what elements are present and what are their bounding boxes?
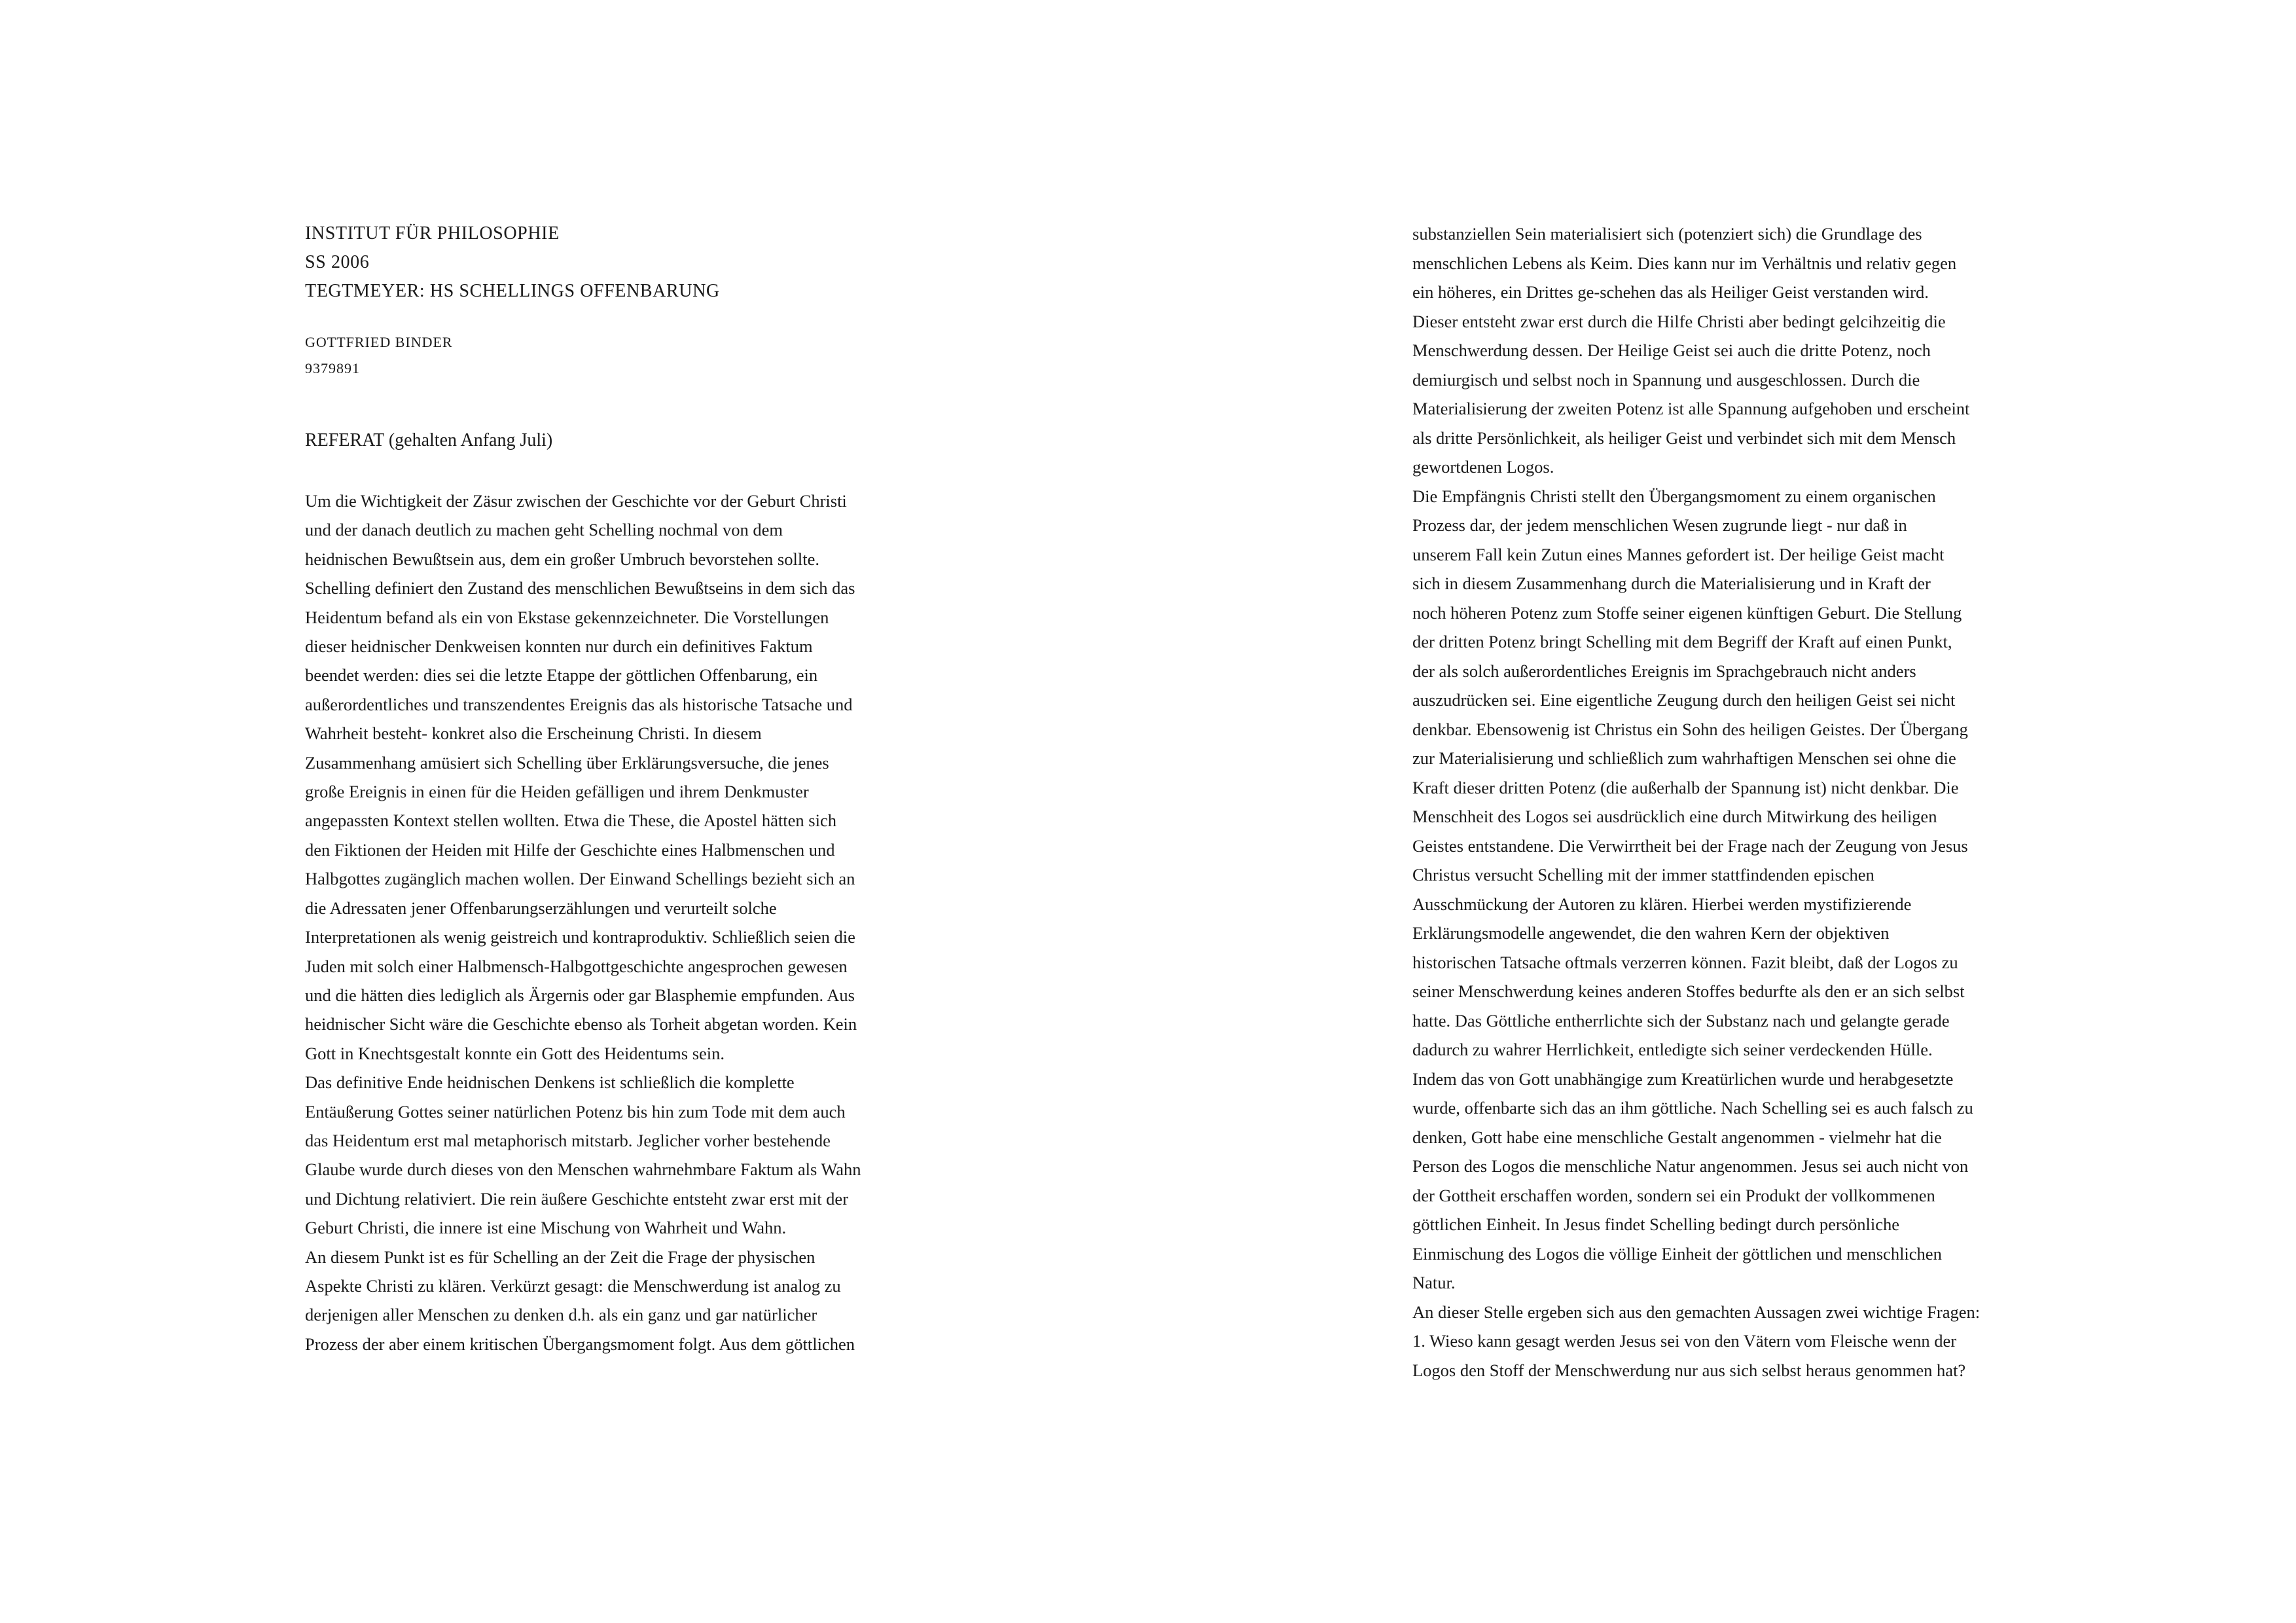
- text-line: derjenigen aller Menschen zu denken d.h. als ein ganz und gar natürlicher: [305, 1305, 817, 1325]
- text-line: hatte. Das Göttliche entherrlichte sich der Substanz nach und gelangte gerade: [1412, 1010, 1950, 1030]
- text-line: Person des Logos die menschliche Natur angenommen. Jesus sei auch nicht von: [1412, 1156, 1969, 1176]
- text-line: Geistes entstandene. Die Verwirrtheit bei der Frage nach der Zeugung von Jesus: [1412, 835, 1968, 856]
- text-line: Christus versucht Schelling mit der immer stattfindenden epischen: [1412, 865, 1874, 884]
- text-line: wurde, offenbarte sich das an ihm göttliche. Nach Schelling sei es auch falsch zu: [1412, 1098, 1973, 1118]
- text-line: Interpretationen als wenig geistreich und kontraproduktiv. Schließlich seien die: [305, 927, 855, 947]
- text-line: göttlichen Einheit. In Jesus findet Schelling bedingt durch persönliche: [1412, 1214, 1900, 1234]
- text-line: denkbar. Ebensowenig ist Christus ein Sohn des heiligen Geistes. Der Übergang: [1412, 719, 1968, 739]
- text-line: 1. Wieso kann gesagt werden Jesus sei von den Vätern vom Fleische wenn der: [1412, 1331, 1957, 1351]
- text-line: substanziellen Sein materialisiert sich (potenziert sich) die Grundlage des: [1412, 224, 1922, 244]
- text-line: sich in diesem Zusammenhang durch die Materialisierung und in Kraft der: [1412, 574, 1931, 593]
- text-line: Halbgottes zugänglich machen wollen. Der Einwand Schellings bezieht sich an: [305, 869, 855, 889]
- text-line: gewortdenen Logos.: [1412, 457, 1554, 477]
- text-line: beendet werden: dies sei die letzte Etappe der göttlichen Offenbarung, ein: [305, 665, 818, 685]
- text-line: Indem das von Gott unabhängige zum Kreatürlichen wurde und herabgesetzte: [1412, 1068, 1954, 1089]
- text-line: als dritte Persönlichkeit, als heiliger Geist und verbindet sich mit dem Mensch: [1412, 428, 1956, 448]
- text-line: Prozess dar, der jedem menschlichen Wesen zugrunde liegt - nur daß in: [1412, 515, 1907, 535]
- text-line: unserem Fall kein Zutun eines Mannes gefordert ist. Der heilige Geist macht: [1412, 544, 1945, 564]
- course-title: TEGTMEYER: HS SCHELLINGS OFFENBARUNG: [305, 281, 720, 301]
- text-line: An dieser Stelle ergeben sich aus den gemachten Aussagen zwei wichtige Fragen:: [1412, 1302, 1981, 1322]
- text-line: und die hätten dies lediglich als Ärgernis oder gar Blasphemie empfunden. Aus: [305, 985, 855, 1005]
- text-line: Geburt Christi, die innere ist eine Mischung von Wahrheit und Wahn.: [305, 1218, 787, 1238]
- text-line: noch höheren Potenz zum Stoffe seiner eigenen künftigen Geburt. Die Stellung: [1412, 602, 1962, 623]
- text-line: das Heidentum erst mal metaphorisch mitstarb. Jeglicher vorher bestehende: [305, 1130, 831, 1150]
- text-line: außerordentliches und transzendentes Ereignis das als historische Tatsache und: [305, 694, 853, 714]
- text-line: den Fiktionen der Heiden mit Hilfe der Geschichte eines Halbmenschen und: [305, 839, 835, 860]
- text-line: Um die Wichtigkeit der Zäsur zwischen der Geschichte vor der Geburt Christi: [305, 491, 847, 511]
- text-line: Menschwerdung dessen. Der Heilige Geist sei auch die dritte Potenz, noch: [1412, 340, 1931, 360]
- text-line: Logos den Stoff der Menschwerdung nur aus sich selbst heraus genommen hat?: [1412, 1360, 1966, 1380]
- text-line: zur Materialisierung und schließlich zum wahrhaftigen Menschen sei ohne die: [1412, 748, 1956, 768]
- text-line: ein höheres, ein Drittes ge-schehen das als Heiliger Geist verstanden wird.: [1412, 282, 1929, 302]
- text-line: heidnischen Bewußtsein aus, dem ein großer Umbruch bevorstehen sollte.: [305, 549, 819, 569]
- text-line: Erklärungsmodelle angewendet, die den wahren Kern der objektiven: [1412, 923, 1890, 943]
- document-header: [305, 219, 933, 306]
- text-line: Zusammenhang amüsiert sich Schelling über Erklärungsversuche, die jenes: [305, 752, 829, 773]
- text-line: der als solch außerordentliches Ereignis im Sprachgebrauch nicht anders: [1412, 661, 1916, 681]
- text-line: Glaube wurde durch dieses von den Menschen wahrnehmbare Faktum als Wahn: [305, 1159, 861, 1180]
- semester: SS 2006: [305, 252, 370, 272]
- text-line: und Dichtung relativiert. Die rein äußere Geschichte entsteht zwar erst mit der: [305, 1188, 849, 1209]
- text-line: Natur.: [1412, 1273, 1456, 1292]
- text-line: dadurch zu wahrer Herrlichkeit, entledigte sich seiner verdeckenden Hülle.: [1412, 1040, 1933, 1059]
- text-line: demiurgisch und selbst noch in Spannung und ausgeschlossen. Durch die: [1412, 369, 1920, 390]
- text-line: Aspekte Christi zu klären. Verkürzt gesagt: die Menschwerdung ist analog zu: [305, 1275, 841, 1296]
- text-line: Einmischung des Logos die völlige Einheit der göttlichen und menschlichen: [1412, 1243, 1942, 1264]
- text-line: Wahrheit besteht- konkret also die Erscheinung Christi. In diesem: [305, 723, 762, 744]
- left-page: [305, 219, 933, 1359]
- document-title: REFERAT (gehalten Anfang Juli): [305, 430, 553, 450]
- text-line: Ausschmückung der Autoren zu klären. Hierbei werden mystifizierende: [1412, 894, 1912, 914]
- text-line: heidnischer Sicht wäre die Geschichte ebenso als Torheit abgetan worden. Kein: [305, 1014, 857, 1034]
- text-line: Dieser entsteht zwar erst durch die Hilfe Christi aber bedingt gelcihzeitig die: [1412, 311, 1946, 331]
- text-line: dieser heidnischer Denkweisen konnten nur durch ein definitives Faktum: [305, 636, 813, 657]
- text-line: Materialisierung der zweiten Potenz ist alle Spannung aufgehoben und erscheint: [1412, 399, 1970, 418]
- text-line: Entäußerung Gottes seiner natürlichen Potenz bis hin zum Tode mit dem auch: [305, 1101, 846, 1122]
- text-line: der Gottheit erschaffen worden, sondern sei ein Produkt der vollkommenen: [1412, 1185, 1935, 1205]
- author-name: GOTTFRIED BINDER: [305, 334, 453, 350]
- text-line: Heidentum befand als ein von Ekstase gekennzeichneter. Die Vorstellungen: [305, 607, 829, 627]
- text-line: die Adressaten jener Offenbarungserzählungen und verurteilt solche: [305, 898, 777, 918]
- text-line: Prozess der aber einem kritischen Übergangsmoment folgt. Aus dem göttlichen: [305, 1334, 855, 1354]
- text-line: menschlichen Lebens als Keim. Dies kann nur im Verhältnis und relativ gegen: [1412, 253, 1957, 273]
- institute-name: INSTITUT FÜR PHILOSOPHIE: [305, 223, 560, 244]
- right-column-text: [1412, 219, 2041, 1385]
- text-line: angepassten Kontext stellen wollten. Etwa die These, die Apostel hätten sich: [305, 811, 836, 831]
- right-page: [1412, 219, 2041, 1385]
- text-line: seiner Menschwerdung keines anderen Stoffes bedurfte als den er an sich selbst: [1412, 981, 1965, 1001]
- author-block: [305, 329, 933, 382]
- text-line: große Ereignis in einen für die Heiden gefälligen und ihrem Denkmuster: [305, 782, 809, 802]
- text-line: Menschheit des Logos sei ausdrücklich eine durch Mitwirkung des heiligen: [1412, 807, 1937, 826]
- text-line: denken, Gott habe eine menschliche Gestalt angenommen - vielmehr hat die: [1412, 1127, 1942, 1147]
- text-line: Das definitive Ende heidnischen Denkens ist schließlich die komplette: [305, 1072, 795, 1093]
- text-line: und der danach deutlich zu machen geht Schelling nochmal von dem: [305, 520, 783, 540]
- text-line: Kraft dieser dritten Potenz (die außerhalb der Spannung ist) nicht denkbar. Die: [1412, 777, 1959, 797]
- text-line: historischen Tatsache oftmals verzerren können. Fazit bleibt, daß der Logos zu: [1412, 952, 1958, 972]
- text-line: An diesem Punkt ist es für Schelling an der Zeit die Frage der physischen: [305, 1247, 816, 1267]
- text-line: Schelling definiert den Zustand des menschlichen Bewußtseins in dem sich das: [305, 578, 855, 598]
- student-id: 9379891: [305, 360, 360, 376]
- text-line: der dritten Potenz bringt Schelling mit dem Begriff der Kraft auf einen Punkt,: [1412, 632, 1952, 651]
- text-line: Die Empfängnis Christi stellt den Übergangsmoment zu einem organischen: [1412, 486, 1936, 506]
- text-line: Gott in Knechtsgestalt konnte ein Gott des Heidentums sein.: [305, 1043, 725, 1063]
- text-line: auszudrücken sei. Eine eigentliche Zeugung durch den heiligen Geist sei nicht: [1412, 690, 1956, 710]
- left-column-text: [305, 486, 933, 1359]
- text-line: Juden mit solch einer Halbmensch-Halbgottgeschichte angesprochen gewesen: [305, 956, 848, 976]
